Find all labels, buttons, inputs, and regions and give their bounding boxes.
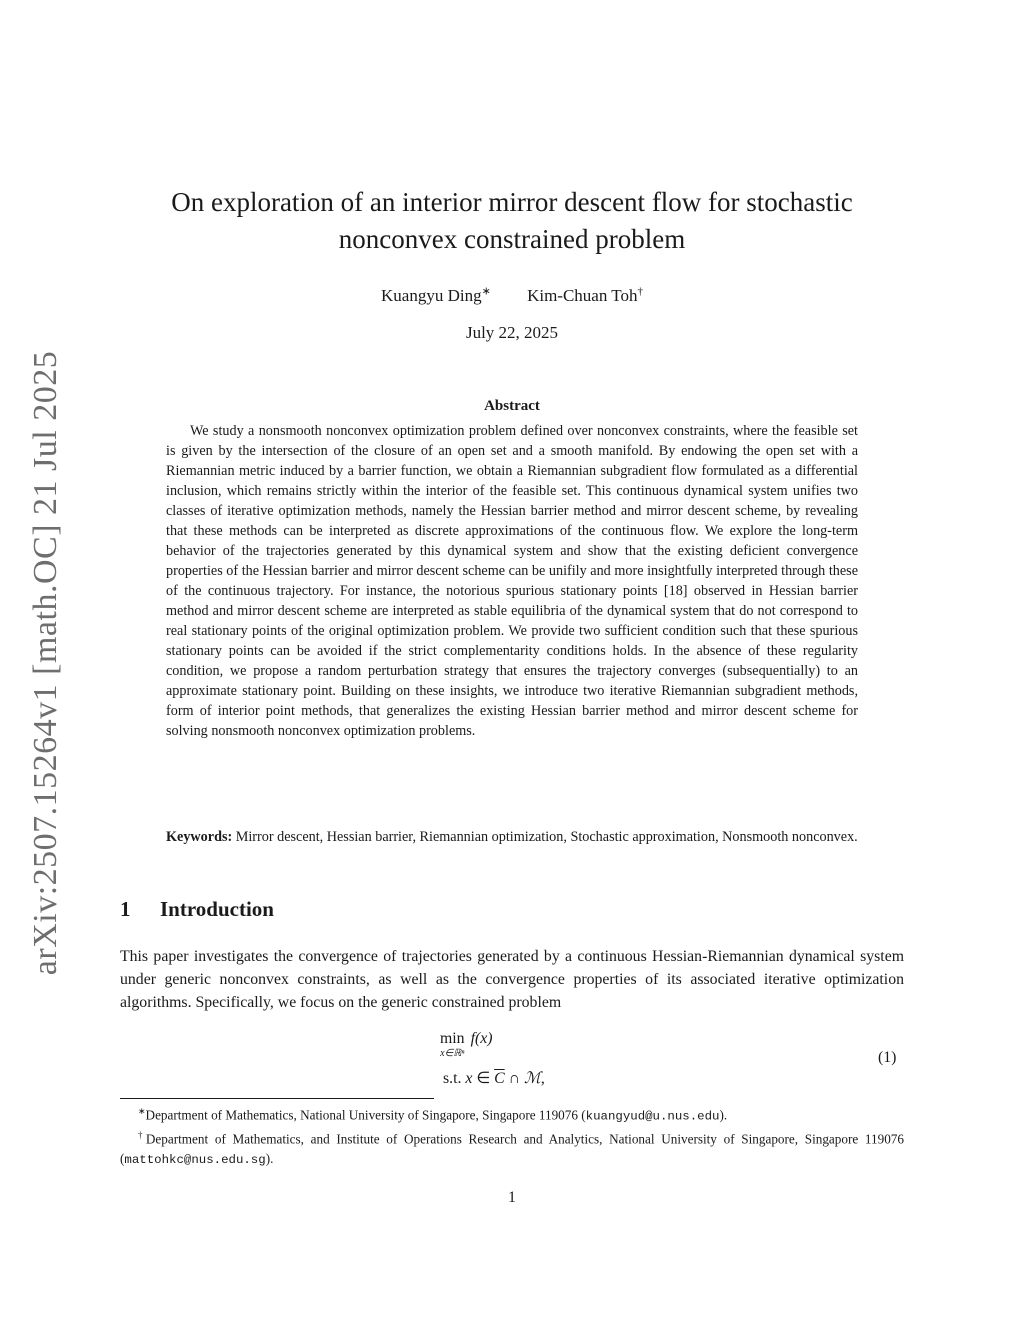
author-1-name: Kuangyu Ding [381, 285, 482, 305]
footnote-1 [120, 1102, 904, 1126]
author-list [120, 284, 904, 306]
footnote-2 [120, 1126, 904, 1169]
author-2-footnote-mark: † [637, 285, 643, 297]
page-number: 1 [508, 1189, 516, 1206]
equation-set-c: $\overline{C}$ [494, 1070, 505, 1087]
footnote-2-close: ). [265, 1150, 274, 1166]
equation-cap: ∩ [504, 1070, 524, 1087]
footnote-2-email[interactable]: mattohkc@nus.edu.sg [124, 1152, 266, 1167]
footnote-2-mark: † [138, 1130, 146, 1141]
paper-date: July 22, 2025 [465, 323, 559, 342]
equation-end: , [540, 1070, 545, 1087]
arxiv-identifier-stamp [16, 350, 76, 975]
equation-in: ∈ [472, 1070, 495, 1087]
abstract-text: We study a nonsmooth nonconvex optimization problem defined over nonconvex constraints, where the feasible set is given by the intersection of the closure of an open set and a smooth manifold. By endowing the open set with a Riemannian metric induced by a barrier function, we obtain a Riemannian subgradient flow formulated as a differential inclusion, which remains strictly within the interior of the feasible set. This continuous dynamical system unifies two classes of iterative optimization methods, namely the Hessian barrier method and mirror descent scheme, by revealing that these methods can be interpreted as discrete approximations of the continuous flow. We explore the long-term behavior of the trajectories generated by this dynamical system and show that the existing deficient convergence properties of the Hessian barrier and mirror descent scheme can be unifily and more insightfully interpreted through these of the continuous trajectory. For instance, the notorious spurious stationary points [18] observed in Hessian barrier method and mirror descent scheme are interpreted as stable equilibria of the dynamical system that do not correspond to real stationary points of the original optimization problem. We provide two sufficient condition such that these spurious stationary points can be avoided if the strict complementarity conditions holds. In the absence of these regularity condition, we propose a random perturbation strategy that ensures the trajectory converges (subsequentially) to an approximate stationary point. Building on these insights, we introduce two iterative Riemannian subgradient methods, form of interior point methods, that generalizes the existing Hessian barrier method and mirror descent scheme for solving nonsmooth nonconvex optimization problems. [166, 423, 858, 739]
section-heading-introduction [120, 897, 274, 922]
equation-min: min [440, 1030, 465, 1047]
footnote-1-close: ). [719, 1107, 728, 1123]
author-1 [381, 286, 491, 305]
footnote-1-email[interactable]: kuangyud@u.nus.edu [585, 1109, 720, 1124]
author-1-footnote-mark: ∗ [481, 285, 491, 297]
equation-min-subscript: x∈ℝⁿ [440, 1048, 465, 1059]
equation-constraint [443, 1068, 545, 1088]
equation-min-operator [440, 1030, 465, 1060]
keywords [166, 827, 858, 847]
author-2-name: Kim-Chuan Toh [527, 285, 638, 305]
equation-set-m: ℳ [523, 1070, 541, 1087]
section-number: 1 [120, 897, 131, 921]
footnote-divider [120, 1098, 434, 1099]
footnote-1-mark: ∗ [138, 1106, 146, 1116]
equation-variable: x [465, 1070, 473, 1087]
equation-number: (1) [878, 1049, 897, 1066]
author-2 [527, 286, 643, 305]
footnote-1-text: Department of Mathematics, National University of Singapore, Singapore 119076 ( [145, 1107, 586, 1123]
abstract-heading: Abstract [484, 398, 540, 414]
footnotes [120, 1102, 904, 1170]
introduction-paragraph: This paper investigates the convergence of trajectories generated by a continuous Hessian-Riemannian dynamical system under generic nonconvex constraints, as well as the convergence properties of its associated iterative optimization algorithms. Specifically, we focus on the generic constrained problem [120, 948, 904, 1011]
section-title: Introduction [160, 897, 274, 921]
footnote-2-text: Department of Mathematics, and Institute of Operations Research and Analytics, National University of Singapore, Singapore 119076 ( [120, 1131, 904, 1166]
keywords-text: Mirror descent, Hessian barrier, Riemannian optimization, Stochastic approximation, Nonsmooth nonconvex. [235, 829, 858, 845]
keywords-label: Keywords: [166, 829, 233, 845]
paper-title: On exploration of an interior mirror descent flow for stochastic nonconvex constrained problem [171, 187, 853, 254]
equation-objective: f(x) [470, 1030, 493, 1047]
equation-st: s.t. [443, 1070, 462, 1087]
arxiv-identifier: arXiv:2507.15264v1 [math.OC] 21 Jul 2025 [27, 350, 64, 975]
equation-1 [440, 1030, 545, 1087]
